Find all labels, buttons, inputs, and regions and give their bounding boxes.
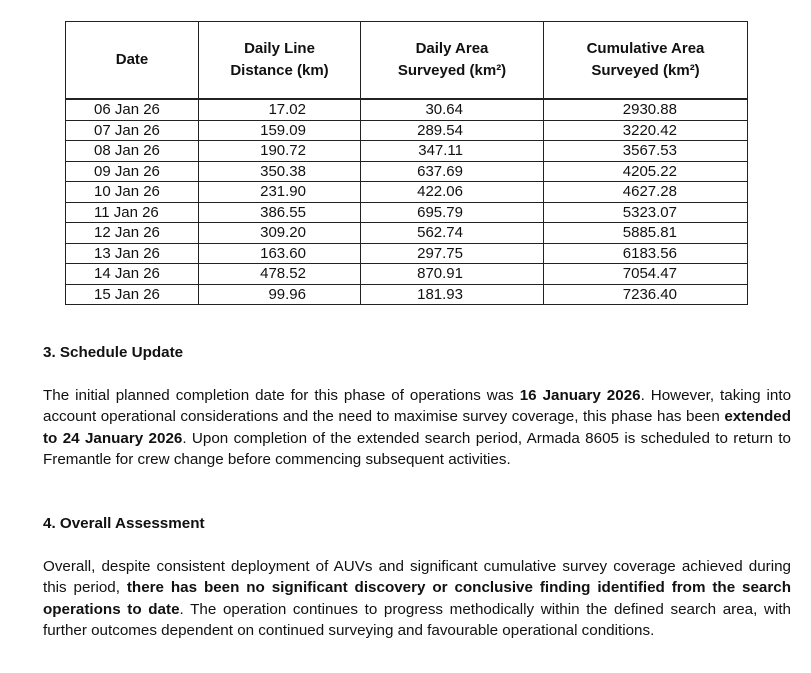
table-row <box>66 284 748 305</box>
assessment-heading: 4. Overall Assessment <box>43 515 205 532</box>
cell-daily-area: 870.91 <box>361 264 544 285</box>
cell-daily-line-distance: 163.60 <box>199 243 361 264</box>
schedule-section <box>43 342 791 363</box>
cell-date: 08 Jan 26 <box>66 141 199 162</box>
header-daily-area-surveyed: Daily Area Surveyed (km²) <box>361 22 544 100</box>
header-date: Date <box>66 22 199 100</box>
cell-daily-area: 562.74 <box>361 223 544 244</box>
cell-daily-area: 30.64 <box>361 99 544 120</box>
cell-date: 07 Jan 26 <box>66 120 199 141</box>
table-row <box>66 202 748 223</box>
table-header-row <box>66 22 748 100</box>
table-row <box>66 243 748 264</box>
table-body <box>66 99 748 305</box>
table-row <box>66 161 748 182</box>
cell-daily-line-distance: 350.38 <box>199 161 361 182</box>
table-row <box>66 264 748 285</box>
cell-daily-line-distance: 190.72 <box>199 141 361 162</box>
cell-daily-line-distance: 478.52 <box>199 264 361 285</box>
cell-date: 15 Jan 26 <box>66 284 199 305</box>
cell-date: 14 Jan 26 <box>66 264 199 285</box>
cell-cumulative-area: 7054.47 <box>544 264 748 285</box>
cell-daily-area: 422.06 <box>361 182 544 203</box>
extension-date: extended to 24 January 2026 <box>43 408 791 447</box>
cell-daily-line-distance: 99.96 <box>199 284 361 305</box>
cell-cumulative-area: 4205.22 <box>544 161 748 182</box>
key-finding: there has been no significant discovery or conclusive finding identified from the search operations to date <box>43 579 792 618</box>
table-row <box>66 182 748 203</box>
cell-date: 13 Jan 26 <box>66 243 199 264</box>
cell-daily-line-distance: 17.02 <box>199 99 361 120</box>
cell-daily-line-distance: 159.09 <box>199 120 361 141</box>
planned-completion-date: 16 January 2026 <box>519 387 641 404</box>
schedule-heading: 3. Schedule Update <box>43 344 184 361</box>
assessment-section <box>43 513 791 534</box>
cell-daily-area: 347.11 <box>361 141 544 162</box>
table-row <box>66 223 748 244</box>
cell-daily-line-distance: 386.55 <box>199 202 361 223</box>
cell-date: 10 Jan 26 <box>66 182 199 203</box>
cell-daily-area: 637.69 <box>361 161 544 182</box>
cell-date: 11 Jan 26 <box>66 202 199 223</box>
cell-date: 06 Jan 26 <box>66 99 199 120</box>
table-row <box>66 120 748 141</box>
cell-cumulative-area: 4627.28 <box>544 182 748 203</box>
cell-cumulative-area: 3220.42 <box>544 120 748 141</box>
cell-date: 09 Jan 26 <box>66 161 199 182</box>
cell-cumulative-area: 7236.40 <box>544 284 748 305</box>
header-daily-line-distance: Daily Line Distance (km) <box>199 22 361 100</box>
assessment-paragraph: Overall, despite consistent deployment of AUVs and significant cumulative survey coverage achieved during this period, there has been no significant discovery or conclusive finding identified from the search operations to date. The operation continues to progress methodically within the defined search area, with further outcomes dependent on continued surveying and favourable operational conditions. <box>43 558 792 640</box>
cell-daily-area: 181.93 <box>361 284 544 305</box>
cell-cumulative-area: 3567.53 <box>544 141 748 162</box>
schedule-paragraph: The initial planned completion date for this phase of operations was 16 January 2026. However, taking into account operational considerations and the need to maximise survey coverage, this phase has been extended to 24 January 2026. Upon completion of the extended search period, Armada 8605 is scheduled to return to Fremantle for crew change before commencing subsequent activities. <box>43 387 792 469</box>
cell-daily-area: 695.79 <box>361 202 544 223</box>
cell-daily-line-distance: 309.20 <box>199 223 361 244</box>
cell-cumulative-area: 5885.81 <box>544 223 748 244</box>
cell-cumulative-area: 6183.56 <box>544 243 748 264</box>
table-row <box>66 99 748 120</box>
cell-daily-area: 297.75 <box>361 243 544 264</box>
header-cumulative-area-surveyed: Cumulative Area Surveyed (km²) <box>544 22 748 100</box>
cell-date: 12 Jan 26 <box>66 223 199 244</box>
cell-cumulative-area: 5323.07 <box>544 202 748 223</box>
survey-table <box>65 21 748 305</box>
cell-daily-area: 289.54 <box>361 120 544 141</box>
cell-cumulative-area: 2930.88 <box>544 99 748 120</box>
cell-daily-line-distance: 231.90 <box>199 182 361 203</box>
table-row <box>66 141 748 162</box>
